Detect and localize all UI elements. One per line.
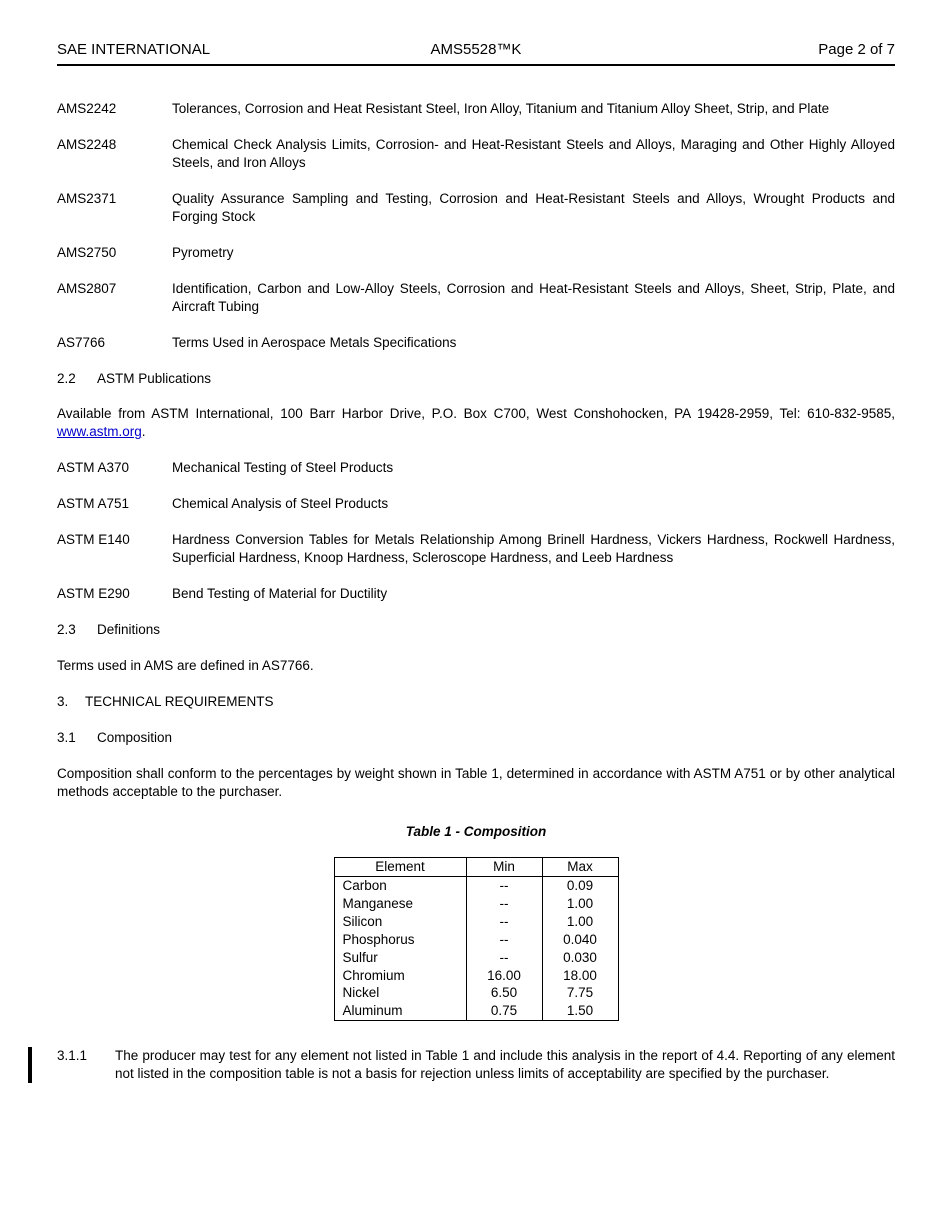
- reference-row: [57, 280, 895, 316]
- section-title: ASTM Publications: [97, 370, 212, 386]
- reference-row: [57, 585, 895, 603]
- table-cell-max: 0.040: [542, 931, 618, 949]
- reference-description: Bend Testing of Material for Ductility: [172, 586, 388, 602]
- section-number: 2.3: [57, 622, 76, 638]
- table-cell-min: --: [466, 949, 542, 967]
- section-number: 3.1.1: [57, 1048, 88, 1064]
- table-cell-element: Nickel: [334, 984, 466, 1002]
- page-header: [57, 40, 895, 66]
- header-page-number: Page 2 of 7: [818, 41, 895, 58]
- table-row: [334, 895, 618, 913]
- reference-row: [57, 495, 895, 513]
- table-cell-element: Silicon: [334, 913, 466, 931]
- reference-description: Pyrometry: [172, 244, 234, 260]
- reference-row: [57, 190, 895, 226]
- availability-text-after: .: [141, 424, 146, 440]
- reference-code: AMS2248: [57, 136, 117, 152]
- reference-code: ASTM A751: [57, 496, 130, 512]
- section-number: 3.: [57, 694, 69, 710]
- reference-description: Terms Used in Aerospace Metals Specifications: [172, 334, 457, 350]
- section-heading-3-1: [57, 729, 895, 747]
- reference-code: ASTM E140: [57, 532, 130, 548]
- table-cell-max: 0.09: [542, 876, 618, 894]
- table-header-row: [334, 857, 618, 876]
- reference-description: Quality Assurance Sampling and Testing, Corrosion and Heat-Resistant Steels and Alloys, Wrought Products and Forging Stock: [172, 190, 895, 224]
- section-number: 3.1: [57, 730, 76, 745]
- header-document-number: AMS5528™K: [430, 41, 522, 58]
- table-cell-min: --: [466, 895, 542, 913]
- header-organization: SAE INTERNATIONAL: [57, 41, 211, 58]
- table-cell-max: 1.50: [542, 1002, 618, 1020]
- table-cell-min: 0.75: [466, 1002, 542, 1020]
- table-header-min: Min: [466, 857, 542, 876]
- reference-code: AMS2371: [57, 190, 117, 206]
- revision-change-bar: [28, 1047, 32, 1083]
- section-title: Composition: [97, 730, 173, 745]
- availability-text-before: Available from ASTM International, 100 Barr Harbor Drive, P.O. Box C700, West Conshohocken, PA 19428-2959, Tel: 610-832-9585,: [57, 406, 895, 422]
- reference-description: Chemical Check Analysis Limits, Corrosion- and Heat-Resistant Steels and Alloys, Maraging and Other Highly Alloyed Steels, and Iron Alloys: [172, 136, 895, 170]
- section-heading-2-2: [57, 370, 895, 388]
- table-cell-element: Sulfur: [334, 949, 466, 967]
- reference-code: AMS2750: [57, 244, 117, 260]
- composition-paragraph: Composition shall conform to the percentages by weight shown in Table 1, determined in accordance with ASTM A751 or by other analytical methods acceptable to the purchaser.: [57, 765, 895, 799]
- section-heading-2-3: [57, 621, 895, 639]
- table-row: [334, 1002, 618, 1020]
- table-cell-min: 16.00: [466, 967, 542, 985]
- table-row: [334, 931, 618, 949]
- table-cell-max: 7.75: [542, 984, 618, 1002]
- table-1-title: Table 1 - Composition: [405, 823, 547, 839]
- reference-row: [57, 136, 895, 172]
- table-cell-max: 1.00: [542, 895, 618, 913]
- table-cell-element: Aluminum: [334, 1002, 466, 1020]
- reference-code: AMS2807: [57, 280, 117, 296]
- table-cell-max: 18.00: [542, 967, 618, 985]
- table-cell-min: 6.50: [466, 984, 542, 1002]
- definitions-paragraph: Terms used in AMS are defined in AS7766.: [57, 658, 314, 674]
- reference-code: AS7766: [57, 334, 106, 350]
- section-number: 2.2: [57, 370, 76, 386]
- astm-reference-list: [57, 459, 895, 603]
- reference-description: Identification, Carbon and Low-Alloy Steels, Corrosion and Heat-Resistant Steels and Alloys, Sheet, Strip, Plate, and Aircraft Tubing: [172, 280, 895, 314]
- reference-description: Mechanical Testing of Steel Products: [172, 460, 394, 476]
- reference-row: [57, 244, 895, 262]
- reference-row: [57, 100, 895, 118]
- reference-row: [57, 531, 895, 567]
- table-row: [334, 876, 618, 894]
- table-row: [334, 967, 618, 985]
- reference-code: ASTM A370: [57, 460, 130, 476]
- table-row: [334, 913, 618, 931]
- reference-list: [57, 100, 895, 352]
- table-cell-max: 0.030: [542, 949, 618, 967]
- reference-description: Hardness Conversion Tables for Metals Relationship Among Brinell Hardness, Vickers Hardness, Rockwell Hardness, Superficial Hardness, Knoop Hardness, Scleroscope Hardness, and Leeb Hardness: [172, 532, 895, 566]
- table-header-max: Max: [542, 857, 618, 876]
- table-cell-min: --: [466, 876, 542, 894]
- table-row: [334, 949, 618, 967]
- table-cell-min: --: [466, 913, 542, 931]
- section-title: Definitions: [97, 622, 161, 638]
- section-title: TECHNICAL REQUIREMENTS: [85, 694, 274, 710]
- reference-description: Chemical Analysis of Steel Products: [172, 496, 389, 512]
- table-cell-element: Chromium: [334, 967, 466, 985]
- table-cell-max: 1.00: [542, 913, 618, 931]
- table-cell-min: --: [466, 931, 542, 949]
- reference-row: [57, 334, 895, 352]
- composition-table: [334, 857, 619, 1022]
- table-cell-element: Phosphorus: [334, 931, 466, 949]
- section-text: The producer may test for any element not listed in Table 1 and include this analysis in the report of 4.4. Reporting of any element not listed in the composition table is not a basis for rejection unless limits of acceptability are specified by the purchaser.: [115, 1048, 895, 1082]
- reference-row: [57, 459, 895, 477]
- astm-website-link[interactable]: www.astm.org: [57, 424, 142, 440]
- table-cell-element: Carbon: [334, 876, 466, 894]
- reference-description: Tolerances, Corrosion and Heat Resistant Steel, Iron Alloy, Titanium and Titanium Alloy Sheet, Strip, and Plate: [172, 100, 830, 116]
- astm-availability-paragraph: [57, 405, 895, 441]
- section-paragraph-3-1-1: [57, 1047, 895, 1083]
- reference-code: AMS2242: [57, 100, 117, 116]
- reference-code: ASTM E290: [57, 586, 130, 602]
- table-header-element: Element: [334, 857, 466, 876]
- table-row: [334, 984, 618, 1002]
- section-heading-3: [57, 693, 895, 711]
- table-cell-element: Manganese: [334, 895, 466, 913]
